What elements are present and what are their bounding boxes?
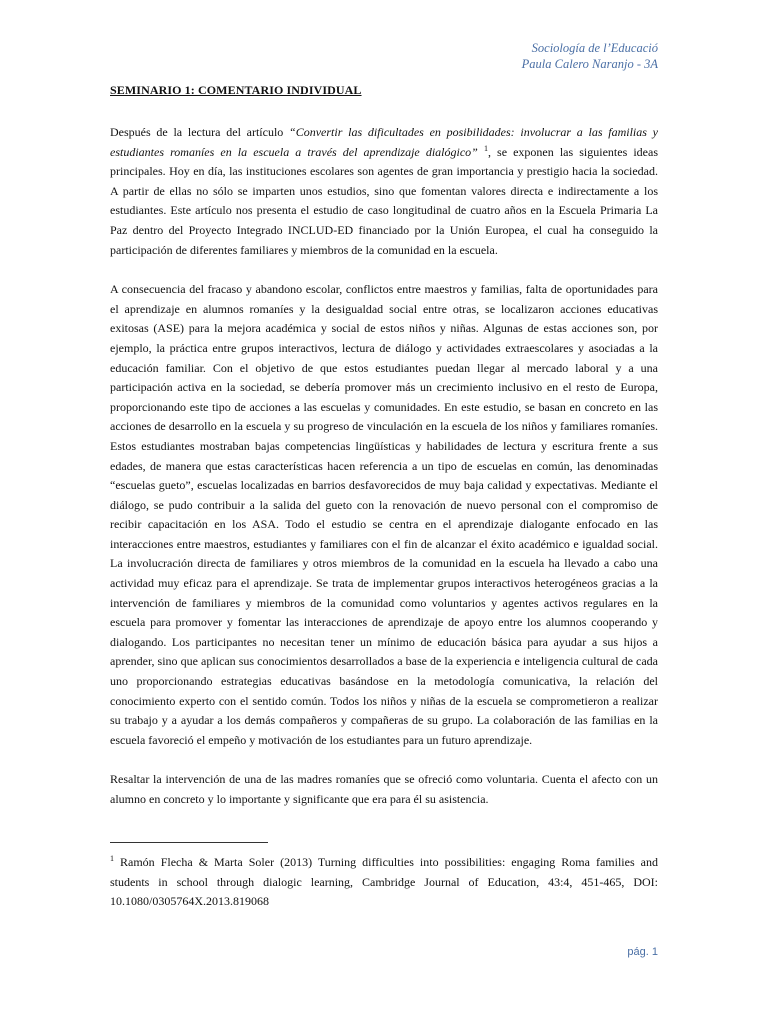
page-header [522, 40, 658, 72]
paragraph-1 [110, 123, 658, 260]
paragraph-1-rest: , se exponen las siguientes ideas principales. Hoy en día, las instituciones escolares son agentes de gran importancia y prestigio hacia la sociedad. A partir de ellas no sólo se imparten unos estudios, sino que fomentan valores directa e indirectamente a los estudiantes. Este artículo nos presenta el estudio de caso longitudinal de cuatro años en la Escuela Primaria La Paz dentro del Proyecto Integrado INCLUD-ED financiado por la Unión Europea, el cual ha conseguido la participación de diferentes familiares y miembros de la comunidad en la escuela. [110, 144, 658, 257]
paragraph-2: A consecuencia del fracaso y abandono escolar, conflictos entre maestros y familias, falta de oportunidades para el aprendizaje en alumnos romaníes y la desigualdad social entre otras, se localizaron acciones educativas exitosas (ASE) para la mejora académica y social de estos niños y niñas. Algunas de estas acciones son, por ejemplo, la práctica entre grupos interactivos, lectura de diálogo y actividades extraescolares y asociadas a la educación familiar. Con el objetivo de que estos estudiantes puedan llegar al mercado laboral y a una participación activa en la sociedad, se debería promover más un crecimiento inclusivo en el resto de Europa, proporcionando este tipo de acciones a las escuelas y comunidades. En este estudio, se basan en concreto en las acciones de desarrollo en la escuela y su progreso de vinculación en la escuela de los niños y familiares romaníes. Estos estudiantes mostraban bajas competencias lingüísticas y habilidades de lectura y escritura frente a sus edades, de manera que estas características hacen referencia a un tipo de escuelas en común, las denominadas “escuelas gueto”, escuelas localizadas en barrios desfavorecidos de muy baja calidad y expectativas. Mediante el diálogo, se pudo contribuir a la salida del gueto con la renovación de nuevo personal con el compromiso de recibir capacitación en los ASA. Todo el estudio se centra en el aprendizaje dialogante enfocado en las interacciones entre maestros, estudiantes y familiares con el fin de alcanzar el éxito académico e igualdad social. La involucración directa de familiares y otros miembros de la comunidad en la escuela ha llevado a cabo una actividad muy eficaz para el aprendizaje. Se trata de implementar grupos interactivos heterogéneos gracias a la intervención de familiares y miembros de la comunidad como voluntarios y agentes activos regulares en la escuela para promover y fomentar las interacciones de aprendizaje de apoyo entre los alumnos cooperando y dialogando. Los participantes no necesitan tener un mínimo de educación básica para ayudar a sus hijos a aprender, sino que aplican sus conocimientos desarrollados a base de la experiencia e inteligencia cultural de cada uno proporcionando estrategias educativas basándose en la metodología comunicativa, la relación del conocimiento experto con el sentido común. Todos los niños y niñas de la escuela se comprometieron a realizar su trabajo y a ayudar a los demás compañeros y compañeras de su grupo. La colaboración de las familias en la escuela favoreció el empeño y motivación de los estudiantes para un futuro aprendizaje. [110, 282, 658, 747]
document-title: SEMINARIO 1: COMENTARIO INDIVIDUAL [110, 83, 362, 97]
footnote-separator [110, 842, 268, 843]
paragraph-1-intro: Después de la lectura del artículo [110, 125, 290, 139]
footnote-text: Ramón Flecha & Marta Soler (2013) Turning difficulties into possibilities: engaging Roma families and students in school through dialogic learning, Cambridge Journal of Education, 43:4, 451-465, DOI: 10.1080/0305764X.2013.819068 [110, 855, 658, 909]
footnote-reference[interactable]: 1 [483, 143, 488, 153]
article-title-quote: “Convertir las dificultades en posibilidades: involucrar a las familias y estudiantes romaníes en la escuela a través del aprendizaje dialógico” [110, 125, 658, 159]
header-author: Paula Calero Naranjo - 3A [521, 57, 658, 71]
header-course: Sociología de l’Educació [531, 41, 658, 55]
footnote-marker: 1 [110, 854, 114, 863]
page-number: pág. 1 [627, 946, 658, 958]
paragraph-3: Resaltar la intervención de una de las madres romaníes que se ofreció como voluntaria. Cuenta el afecto con un alumno en concreto y lo importante y significante que era para él su asistencia. [110, 772, 658, 806]
footnote [110, 853, 658, 912]
document-body [110, 123, 658, 830]
